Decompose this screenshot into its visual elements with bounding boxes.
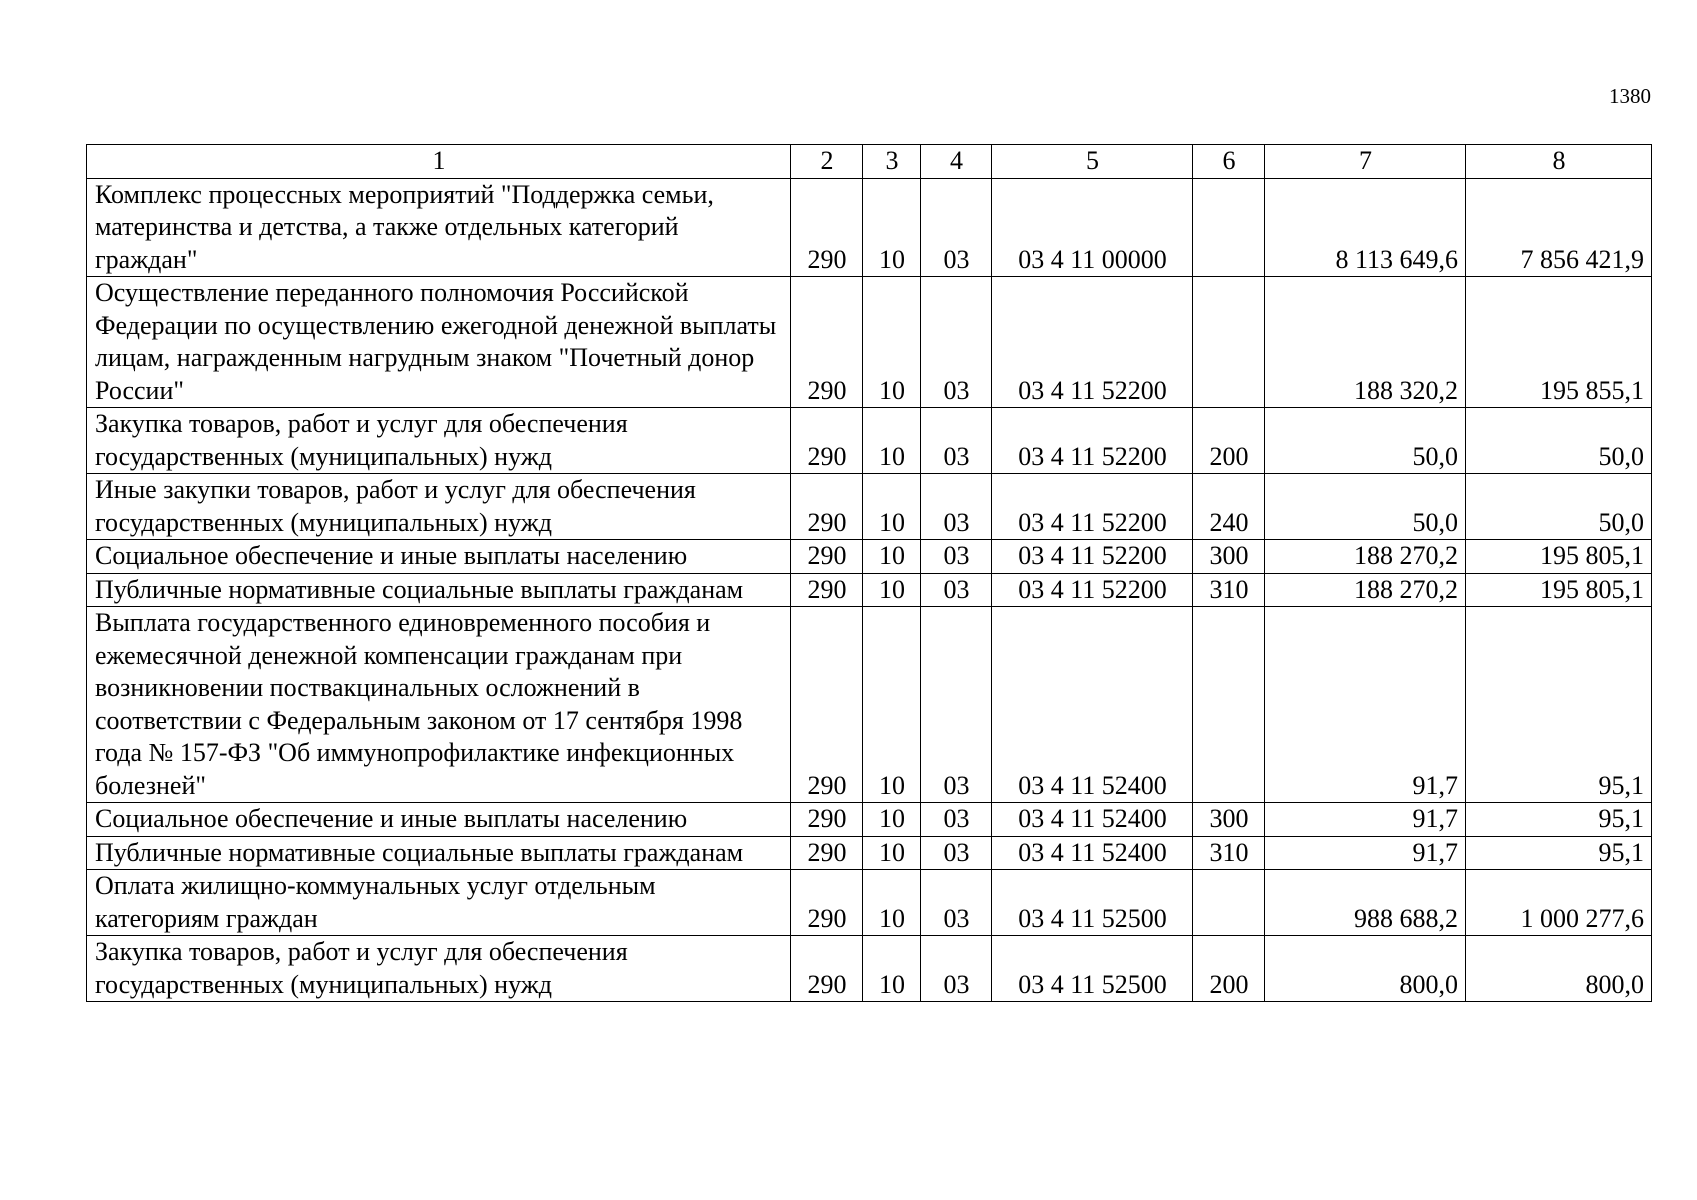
row-amount-col8: 95,1 — [1466, 803, 1652, 837]
row-amount-col7: 800,0 — [1265, 936, 1466, 1002]
row-grbs-code: 290 — [791, 803, 863, 837]
row-amount-col7: 91,7 — [1265, 836, 1466, 870]
column-header-7: 7 — [1265, 145, 1466, 179]
row-grbs-code: 290 — [791, 870, 863, 936]
row-expense-type-code: 200 — [1193, 936, 1265, 1002]
row-amount-col8: 95,1 — [1466, 836, 1652, 870]
row-amount-col7: 188 270,2 — [1265, 540, 1466, 574]
row-amount-col8: 800,0 — [1466, 936, 1652, 1002]
column-header-6: 6 — [1193, 145, 1265, 179]
row-amount-col7: 50,0 — [1265, 474, 1466, 540]
row-section-code: 10 — [863, 803, 921, 837]
row-name: Публичные нормативные социальные выплаты гражданам — [87, 573, 791, 607]
row-amount-col8: 195 805,1 — [1466, 540, 1652, 574]
table-row — [87, 936, 1652, 1002]
column-header-4: 4 — [921, 145, 992, 179]
row-amount-col8: 7 856 421,9 — [1466, 178, 1652, 277]
row-grbs-code: 290 — [791, 573, 863, 607]
row-expense-type-code: 300 — [1193, 540, 1265, 574]
row-section-code: 10 — [863, 277, 921, 408]
table-row — [87, 870, 1652, 936]
row-expense-type-code — [1193, 607, 1265, 803]
budget-table — [86, 144, 1652, 1002]
table-row — [87, 836, 1652, 870]
row-target-article-code: 03 4 11 52400 — [992, 607, 1193, 803]
row-section-code: 10 — [863, 936, 921, 1002]
row-grbs-code: 290 — [791, 178, 863, 277]
column-header-2: 2 — [791, 145, 863, 179]
row-grbs-code: 290 — [791, 408, 863, 474]
row-target-article-code: 03 4 11 52200 — [992, 408, 1193, 474]
row-name: Социальное обеспечение и иные выплаты населению — [87, 803, 791, 837]
row-amount-col8: 50,0 — [1466, 408, 1652, 474]
row-grbs-code: 290 — [791, 540, 863, 574]
row-amount-col7: 91,7 — [1265, 803, 1466, 837]
row-name: Закупка товаров, работ и услуг для обеспечения государственных (муниципальных) нужд — [87, 408, 791, 474]
table-row — [87, 277, 1652, 408]
row-grbs-code: 290 — [791, 607, 863, 803]
row-subsection-code: 03 — [921, 474, 992, 540]
table-row — [87, 607, 1652, 803]
row-target-article-code: 03 4 11 52200 — [992, 540, 1193, 574]
row-subsection-code: 03 — [921, 936, 992, 1002]
row-subsection-code: 03 — [921, 836, 992, 870]
column-header-1: 1 — [87, 145, 791, 179]
row-name: Выплата государственного единовременного пособия и ежемесячной денежной компенсации гражданам при возникновении поствакцинальных осложнений в соответствии с Федеральным законом от 17 сентября 1998 года № 157-ФЗ "Об иммунопрофилактике инфекционных болезней" — [87, 607, 791, 803]
row-section-code: 10 — [863, 607, 921, 803]
row-subsection-code: 03 — [921, 607, 992, 803]
table-row — [87, 474, 1652, 540]
row-expense-type-code: 300 — [1193, 803, 1265, 837]
row-expense-type-code: 200 — [1193, 408, 1265, 474]
row-amount-col7: 8 113 649,6 — [1265, 178, 1466, 277]
row-section-code: 10 — [863, 573, 921, 607]
row-name: Иные закупки товаров, работ и услуг для обеспечения государственных (муниципальных) нужд — [87, 474, 791, 540]
row-amount-col8: 195 855,1 — [1466, 277, 1652, 408]
row-subsection-code: 03 — [921, 178, 992, 277]
row-expense-type-code: 310 — [1193, 836, 1265, 870]
row-amount-col7: 188 320,2 — [1265, 277, 1466, 408]
table-row — [87, 803, 1652, 837]
row-amount-col7: 50,0 — [1265, 408, 1466, 474]
row-amount-col8: 50,0 — [1466, 474, 1652, 540]
row-section-code: 10 — [863, 474, 921, 540]
row-expense-type-code: 310 — [1193, 573, 1265, 607]
row-amount-col8: 195 805,1 — [1466, 573, 1652, 607]
row-subsection-code: 03 — [921, 540, 992, 574]
row-expense-type-code — [1193, 178, 1265, 277]
row-target-article-code: 03 4 11 52400 — [992, 803, 1193, 837]
row-expense-type-code — [1193, 277, 1265, 408]
row-expense-type-code: 240 — [1193, 474, 1265, 540]
table-row — [87, 178, 1652, 277]
row-grbs-code: 290 — [791, 836, 863, 870]
row-grbs-code: 290 — [791, 474, 863, 540]
row-section-code: 10 — [863, 178, 921, 277]
row-target-article-code: 03 4 11 52400 — [992, 836, 1193, 870]
row-target-article-code: 03 4 11 00000 — [992, 178, 1193, 277]
column-header-8: 8 — [1466, 145, 1652, 179]
header-row — [87, 145, 1652, 179]
row-name: Социальное обеспечение и иные выплаты населению — [87, 540, 791, 574]
row-name: Закупка товаров, работ и услуг для обеспечения государственных (муниципальных) нужд — [87, 936, 791, 1002]
row-amount-col7: 91,7 — [1265, 607, 1466, 803]
row-subsection-code: 03 — [921, 277, 992, 408]
row-section-code: 10 — [863, 836, 921, 870]
row-section-code: 10 — [863, 540, 921, 574]
row-section-code: 10 — [863, 408, 921, 474]
row-target-article-code: 03 4 11 52200 — [992, 573, 1193, 607]
row-subsection-code: 03 — [921, 803, 992, 837]
row-target-article-code: 03 4 11 52200 — [992, 474, 1193, 540]
row-target-article-code: 03 4 11 52200 — [992, 277, 1193, 408]
row-amount-col7: 188 270,2 — [1265, 573, 1466, 607]
row-grbs-code: 290 — [791, 936, 863, 1002]
page-number: 1380 — [1609, 84, 1651, 108]
row-expense-type-code — [1193, 870, 1265, 936]
row-name: Оплата жилищно-коммунальных услуг отдельным категориям граждан — [87, 870, 791, 936]
row-amount-col8: 95,1 — [1466, 607, 1652, 803]
row-name: Публичные нормативные социальные выплаты гражданам — [87, 836, 791, 870]
row-section-code: 10 — [863, 870, 921, 936]
table-row — [87, 540, 1652, 574]
row-target-article-code: 03 4 11 52500 — [992, 870, 1193, 936]
column-header-5: 5 — [992, 145, 1193, 179]
row-grbs-code: 290 — [791, 277, 863, 408]
table-body — [87, 178, 1652, 1002]
row-amount-col8: 1 000 277,6 — [1466, 870, 1652, 936]
row-subsection-code: 03 — [921, 408, 992, 474]
row-amount-col7: 988 688,2 — [1265, 870, 1466, 936]
table-row — [87, 408, 1652, 474]
row-target-article-code: 03 4 11 52500 — [992, 936, 1193, 1002]
row-name: Осуществление переданного полномочия Российской Федерации по осуществлению ежегодной денежной выплаты лицам, награжденным нагрудным знаком "Почетный донор России" — [87, 277, 791, 408]
table-row — [87, 573, 1652, 607]
row-subsection-code: 03 — [921, 573, 992, 607]
row-subsection-code: 03 — [921, 870, 992, 936]
row-name: Комплекс процессных мероприятий "Поддержка семьи, материнства и детства, а также отдельных категорий граждан" — [87, 178, 791, 277]
column-header-3: 3 — [863, 145, 921, 179]
